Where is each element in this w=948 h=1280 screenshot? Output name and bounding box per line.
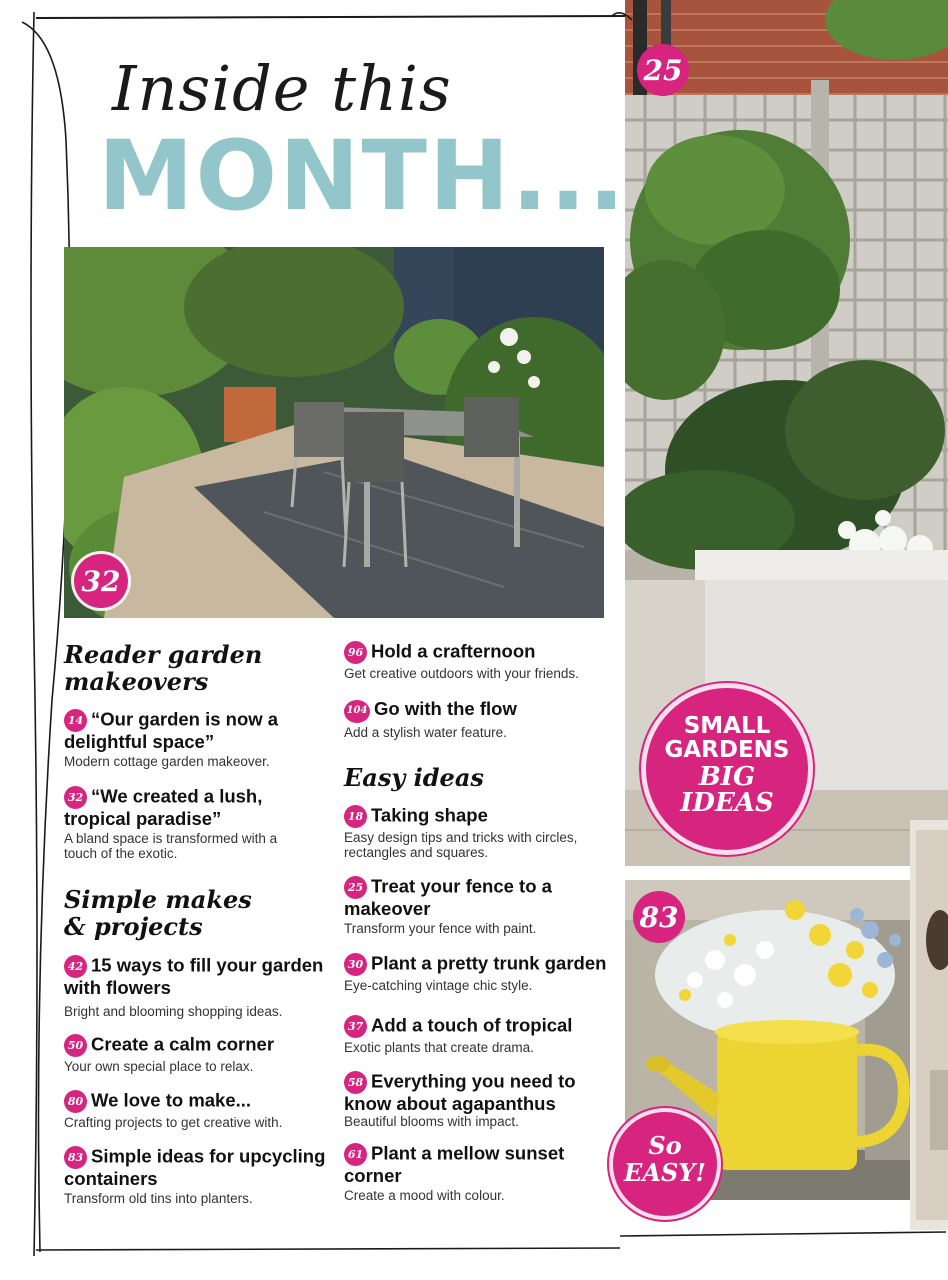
page-number-badge: 32 <box>64 786 87 809</box>
simple-heading-line-1: Simple makes <box>64 885 252 914</box>
contents-item-14[interactable] <box>64 709 334 769</box>
item-title-line-1: Taking shape <box>371 804 488 826</box>
contents-item-30[interactable] <box>344 953 619 993</box>
simple-heading-line-2: & projects <box>64 912 203 941</box>
item-title-line-1: 15 ways to fill your garden <box>91 954 324 976</box>
easy-ideas-heading: Easy ideas <box>344 763 484 792</box>
item-description-line-1: A bland space is transformed with a <box>64 831 278 846</box>
item-description: Beautiful blooms with impact. <box>344 1114 519 1129</box>
item-title-line-1: “Our garden is now a <box>91 708 279 730</box>
contents-item-104[interactable] <box>344 699 614 740</box>
promo-line-4: IDEAS <box>680 788 774 818</box>
item-description-line-2: touch of the exotic. <box>64 846 178 861</box>
small-gardens-promo-badge <box>646 688 808 850</box>
promo-line-2: GARDENS <box>664 737 790 763</box>
item-title-line-2: containers <box>64 1168 158 1189</box>
item-title-line-2: know about agapanthus <box>344 1093 556 1114</box>
contents-item-83[interactable] <box>64 1146 339 1206</box>
promo-line-1: SMALL <box>683 713 771 739</box>
contents-item-96[interactable] <box>344 641 614 681</box>
item-title: Go with the flow <box>374 698 517 719</box>
reader-heading-line-1: Reader garden <box>64 640 263 669</box>
item-title-line-2: makeover <box>344 898 431 919</box>
contents-item-32[interactable] <box>64 786 334 861</box>
contents-item-18[interactable] <box>344 805 614 860</box>
inside-this-heading: Inside this <box>112 52 452 125</box>
item-description: Eye-catching vintage chic style. <box>344 978 533 993</box>
page-number-badge: 83 <box>64 1146 87 1169</box>
item-description: Create a mood with colour. <box>344 1188 505 1203</box>
watering-can-page-badge <box>633 891 685 943</box>
edge-photo-strip <box>910 820 948 1230</box>
item-description: Modern cottage garden makeover. <box>64 754 270 769</box>
contents-item-80[interactable] <box>64 1090 339 1130</box>
page-number-badge: 25 <box>344 876 367 899</box>
item-title: Hold a crafternoon <box>371 640 536 662</box>
page-number-badge: 37 <box>344 1015 367 1038</box>
item-title-line-1: Add a touch of tropical <box>371 1014 573 1036</box>
item-description: Add a stylish water feature. <box>344 724 507 740</box>
item-title-line-1: Treat your fence to a <box>371 875 552 897</box>
item-title-line-1: “We created a lush, <box>91 785 263 807</box>
reader-makeovers-heading <box>64 641 262 695</box>
item-title-line-1: Plant a mellow sunset <box>371 1142 565 1164</box>
page-number-badge: 80 <box>64 1090 87 1113</box>
item-title-line-1: Create a calm corner <box>91 1033 275 1055</box>
page-number-badge: 18 <box>344 805 367 828</box>
fence-photo-page-number: 25 <box>643 53 683 87</box>
page-number-badge: 30 <box>344 953 367 976</box>
item-title-line-2: tropical paradise” <box>64 808 222 829</box>
page-number-badge: 58 <box>344 1071 367 1094</box>
edge-photo-illustration <box>910 820 948 1230</box>
item-title-line-1: Plant a pretty trunk garden <box>371 952 607 974</box>
item-description: Crafting projects to get creative with. <box>64 1115 283 1130</box>
patio-garden-illustration <box>64 247 604 618</box>
page-number-badge: 96 <box>344 641 367 664</box>
item-title-line-2: delightful space” <box>64 731 215 752</box>
page-number-badge: 14 <box>64 709 87 732</box>
fence-photo-page-badge <box>637 44 689 96</box>
item-title-line-1: Everything you need to <box>371 1070 576 1092</box>
item-description: Get creative outdoors with your friends. <box>344 666 579 681</box>
reader-heading-line-2: makeovers <box>64 667 209 696</box>
item-description: Exotic plants that create drama. <box>344 1040 534 1055</box>
simple-makes-heading <box>64 886 252 940</box>
item-title-line-2: corner <box>344 1165 402 1186</box>
page-number-badge: 50 <box>64 1034 87 1057</box>
watering-can-page-number: 83 <box>639 900 679 934</box>
patio-garden-photo <box>64 247 604 618</box>
contents-item-42[interactable] <box>64 955 339 1019</box>
so-easy-badge <box>613 1112 717 1216</box>
contents-item-25[interactable] <box>344 876 614 936</box>
item-description: Transform old tins into planters. <box>64 1191 253 1206</box>
so-easy-line-2: EASY! <box>624 1158 706 1187</box>
contents-item-61[interactable] <box>344 1143 614 1203</box>
item-description: Transform your fence with paint. <box>344 921 537 936</box>
month-heading: MONTH... <box>98 120 627 232</box>
promo-line-3: BIG <box>698 762 756 792</box>
contents-item-50[interactable] <box>64 1034 339 1074</box>
so-easy-line-1: So <box>648 1131 682 1160</box>
page-number-badge: 61 <box>344 1143 367 1166</box>
item-description: Bright and blooming shopping ideas. <box>64 1004 283 1019</box>
item-description-line-2: rectangles and squares. <box>344 845 489 860</box>
item-title-line-1: Simple ideas for upcycling <box>91 1145 326 1167</box>
contents-item-58[interactable] <box>344 1071 614 1129</box>
item-title-line-1: We love to make... <box>91 1089 252 1111</box>
contents-item-37[interactable] <box>344 1015 614 1055</box>
page-number-badge: 42 <box>64 955 87 978</box>
item-description: Your own special place to relax. <box>64 1059 254 1074</box>
page-number-badge: 104 <box>344 700 370 723</box>
item-description-line-1: Easy design tips and tricks with circles, <box>344 830 578 845</box>
item-title-line-2: with flowers <box>64 977 171 998</box>
patio-photo-page-number: 32 <box>81 564 121 598</box>
patio-photo-page-badge <box>74 554 128 608</box>
